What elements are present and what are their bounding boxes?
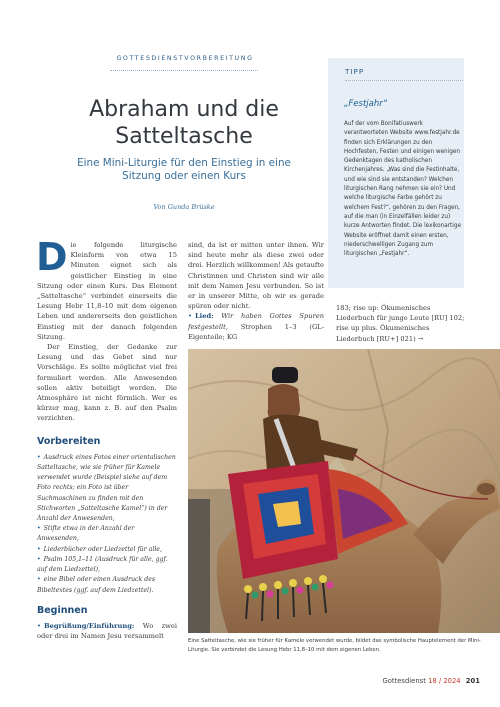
column-3 — [336, 303, 466, 344]
list-item: • eine Bibel oder einen Ausdruck des Bibeltextes (ggf. auf dem Liedzettel). — [37, 576, 156, 594]
kicker-divider — [110, 70, 258, 71]
camel-saddlebag-image — [188, 349, 500, 633]
heading-prepare: Vorbereiten — [37, 435, 101, 447]
page-number: 201 — [465, 677, 480, 685]
heading-begin: Beginnen — [37, 604, 88, 616]
page-footer — [383, 677, 481, 685]
photo-caption: Eine Satteltasche, wie sie früher für Kamele verwendet wurde, bildet das symbolische Hauptelement der Mini-Liturgie. Sie verbindet die Lesung Hebr 11,8–10 mit dem eigenen Leben. — [188, 638, 481, 653]
column-2 — [188, 240, 324, 342]
tip-heading: „Festjahr“ — [344, 99, 388, 109]
tip-divider — [345, 80, 463, 81]
byline: Von Gunda Brüske — [153, 203, 215, 211]
issue-number: 18 / 2024 — [428, 677, 461, 685]
body-paragraph: 183; rise up: Ökumenisches Liederbuch für junge Leute [RU] 102; rise up plus. Ökumenisches Liederbuch [RU+] 021) → — [336, 304, 465, 343]
list-item: • Ausdruck eines Fotos einer orientalischen Satteltasche, wie sie früher für Kamele verwendet wurde (Beispiel siehe auf dem Foto rechts; ein Foto ist über Suchmaschinen zu finden mit den Stichworten „Satteltasche Kamel“) in der Anzahl der Anwesenden, — [37, 453, 176, 523]
section-kicker: GOTTESDIENSTVORBEREITUNG — [116, 55, 254, 62]
list-item: • Liederbücher oder Liedzettel für alle, — [37, 545, 162, 553]
camel-photo — [188, 349, 500, 633]
begin-paragraph: • Begrüßung/Einführung: Wo zwei oder drei im Namen Jesu versammelt — [37, 621, 177, 641]
magazine-name: Gottesdienst — [382, 677, 426, 685]
song-paragraph: • Lied: Wir haben Gottes Spuren festgestellt, Strophen 1–3 (GL-Eigenteile; KG — [188, 312, 324, 341]
intro-paragraph: Die folgende liturgische Kleinform von etwa 15 Minuten eignet sich als geistlicher Einstieg in eine Sitzung oder einen Kurs. Das Element „Satteltasche“ verbindet einerseits die Lesung Hebr 11,8–10 mit dem eigenen Leben und andererseits den geistlichen Einstieg mit der danach folgenden Sitzung. — [36, 235, 177, 341]
article-title: Abraham und die Satteltasche — [89, 97, 279, 149]
tip-body: Auf der vom Bonifatiuswerk verantworteten Website www.festjahr.de finden sich Erklärungen zu den Hochfesten, Festen und einigen wenigen Gedenktagen des katholischen Kirchenjahres. „Was sind die Festinhalte, und wie sind sie entstanden? Welchen liturgischen Rang nehmen sie ein? Und welche liturgische Farbe gehört zu welchem Fest?“, gehören zu den Fragen, auf die man (in Einzelfällen leider zu) kurze Antworten findet. Die lexikonartige Website eröffnet damit einen ersten, niederschwelligen Zugang zum liturgischen „Festjahr“. — [344, 121, 461, 258]
tip-label: TIPP — [345, 67, 365, 76]
drop-cap: D — [36, 235, 68, 279]
list-item: • Psalm 105,1–11 (Ausdruck für alle, ggf. auf dem Liedzettel), — [37, 555, 168, 574]
prepare-list — [37, 453, 177, 596]
body-paragraph: sind, da ist er mitten unter ihnen. Wir sind heute mehr als diese zwei oder drei. Herzlich willkommen! Als getaufte Christinnen und Christen sind wir alle mit dem Namen Jesu verbunden. So ist er in unserer Mitte, ob wir es gerade spüren oder nicht. — [188, 241, 324, 311]
list-item: • Stifte etwa in der Anzahl der Anwesenden, — [37, 525, 135, 543]
article-subtitle: Eine Mini-Liturgie für den Einstieg in eine Sitzung oder einen Kurs — [77, 157, 291, 182]
intro-paragraph-2: Der Einstieg, der Gedanke zur Lesung und das Gebet sind nur Vorschläge. Es sollte möglichst viel frei formuliert werden. Alle Anwesenden sollen aktiv beteiligt werden. Die Atmosphäre ist nicht förmlich. Wer es kürzer mag, kann z. B. auf den Psalm verzichten. — [37, 343, 177, 423]
column-1 — [36, 235, 177, 641]
